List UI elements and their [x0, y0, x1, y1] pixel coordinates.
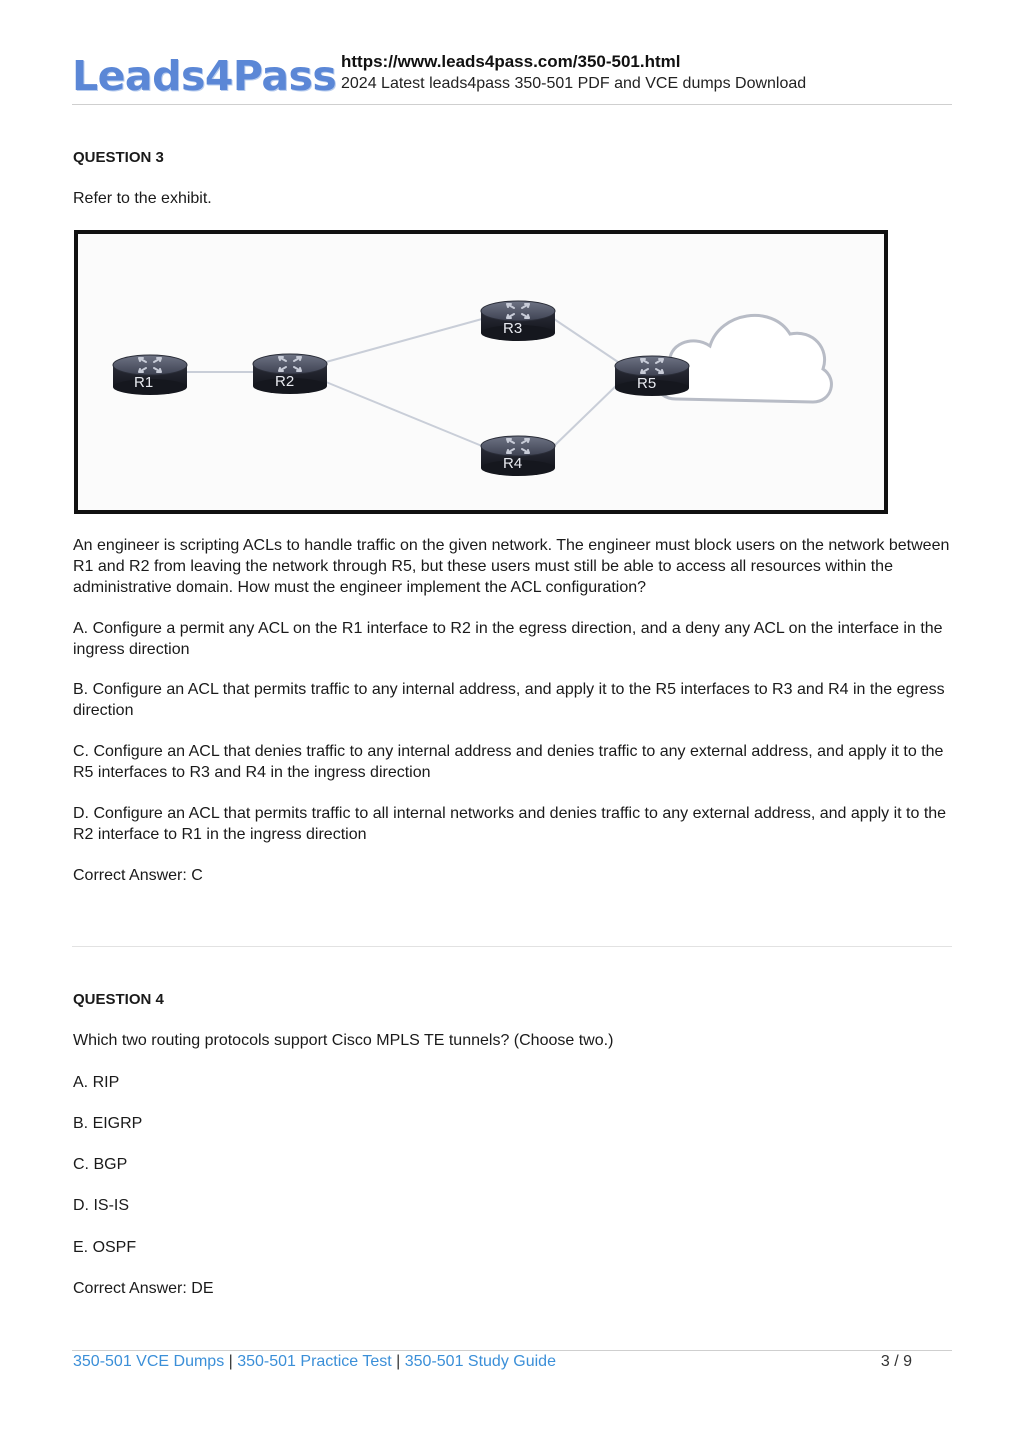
footer-separator: |: [391, 1353, 405, 1370]
question-3-option-b: B. Configure an ACL that permits traffic to any internal address, and apply it to the R5 interfaces to R3 and R4 in the egress direction: [73, 681, 945, 719]
footer-separator: |: [224, 1353, 238, 1370]
question-4-option-b: B. EIGRP: [73, 1115, 143, 1132]
question-4-option-e: E. OSPF: [73, 1239, 137, 1256]
question-4-option-a: A. RIP: [73, 1074, 120, 1091]
question-3-title: QUESTION 3: [73, 149, 164, 166]
footer-links: [73, 1352, 556, 1372]
question-3-body: An engineer is scripting ACLs to handle traffic on the given network. The engineer must block users on the network between R1 and R2 from leaving the network through R5, but these users must still be able to access all resources within the administrative domain. How must the engineer implement the ACL configuration?: [73, 537, 950, 596]
question-4-answer: Correct Answer: DE: [73, 1280, 214, 1297]
question-3-answer: Correct Answer: C: [73, 867, 203, 884]
router-r5: [615, 356, 689, 396]
question-3-option-d: D. Configure an ACL that permits traffic to all internal networks and denies traffic to any external address, and apply it to the R2 interface to R1 in the ingress direction: [73, 805, 947, 843]
question-3-intro: Refer to the exhibit.: [73, 190, 212, 207]
vce-dumps-link[interactable]: 350-501 VCE Dumps: [73, 1353, 225, 1370]
footer-divider: [72, 1350, 952, 1351]
router-r4: [481, 436, 555, 476]
study-guide-link[interactable]: 350-501 Study Guide: [404, 1353, 556, 1370]
network-diagram: [78, 234, 884, 510]
header-subtitle: 2024 Latest leads4pass 350-501 PDF and VCE dumps Download: [341, 75, 807, 92]
router-label: R3: [503, 320, 523, 337]
question-4-body: Which two routing protocols support Cisco MPLS TE tunnels? (Choose two.): [73, 1032, 614, 1049]
question-3-option-a: A. Configure a permit any ACL on the R1 interface to R2 in the egress direction, and a deny any ACL on the interface in the ingress direction: [73, 620, 943, 658]
router-r1: [113, 355, 187, 395]
router-r3: [481, 301, 555, 341]
router-label: R5: [637, 375, 657, 392]
router-label: R4: [503, 455, 523, 472]
leads4pass-logo: Leads4Pass: [72, 52, 337, 100]
question-3-option-c: C. Configure an ACL that denies traffic to any internal address and denies traffic to any external address, and apply it to the R5 interfaces to R3 and R4 in the ingress direction: [73, 743, 944, 781]
network-links: [185, 319, 618, 446]
practice-test-link[interactable]: 350-501 Practice Test: [237, 1353, 392, 1370]
page-number: 3 / 9: [880, 1353, 912, 1370]
header-url: https://www.leads4pass.com/350-501.html: [341, 52, 681, 71]
router-r2: [253, 354, 327, 394]
question-divider: [72, 946, 952, 947]
router-label: R2: [275, 373, 295, 390]
router-label: R1: [134, 374, 154, 391]
header-divider: [72, 104, 952, 105]
network-exhibit: [74, 230, 888, 514]
question-4-title: QUESTION 4: [73, 991, 164, 1008]
question-4-option-c: C. BGP: [73, 1156, 128, 1173]
question-4-option-d: D. IS-IS: [73, 1197, 130, 1214]
